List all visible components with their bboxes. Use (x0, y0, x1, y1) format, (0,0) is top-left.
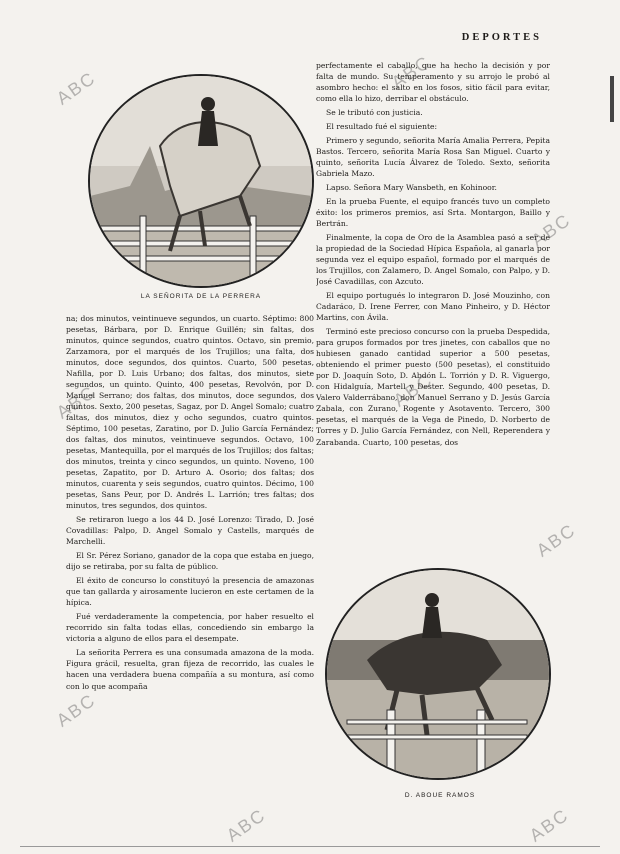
photo2-caption: D. ABOUE RAMOS (404, 792, 476, 799)
right-text-column (316, 60, 550, 558)
watermark: ABC (527, 209, 575, 251)
watermark: ABC (387, 51, 435, 93)
left-paragraph: Fué verdaderamente la competencia, por haber resuelto el recorrido sin falta todas ellas, concediendo sin embargo la victoria a alguno de ellos para el desempate. (66, 612, 314, 644)
watermark: ABC (389, 369, 437, 411)
photo-horse-obstacle (325, 568, 551, 780)
right-paragraph: El resultado fué el siguiente: (326, 122, 438, 132)
watermark: ABC (525, 804, 573, 846)
watermark: ABC (52, 381, 100, 423)
photo-rider-jump (88, 74, 314, 288)
right-paragraph: El equipo portugués lo integraron D. José Mouzinho, con Cadaráco, D. Irene Ferrer, con Mano Pinheiro, y D. Héctor Martins, con Ávila. (316, 291, 550, 323)
right-paragraph: Terminó este precioso concurso con la prueba Despedida, para grupos formados por tres jinetes, con caballos que no hubiesen ganado cantidad superior a 500 pesetas, obteniendo el primer puesto (500 pesetas), el constituido por D. Joaquín Soto, D. Abdón L. Torrión y D. R. Viguergo, con Hidalguía, Martell y Dester. Segundo, 400 pesetas, D. Valero Valderrábano, don Manuel Serrano y D. Jesús García Zabala, con Zurano, Rogente y Asotavento. Tercero, 300 pesetas, el marqués de la Vega de Pinedo, D. Norberto de Torres y D. Julio García Fernández, con Nell, Reperendera y Zarabanda. Cuarto, 100 pesetas, dos (316, 327, 550, 447)
bottom-rule (20, 846, 600, 847)
watermark: ABC (52, 67, 100, 109)
left-paragraph: Se retiraron luego a los 44 D. José Lorenzo: Tirado, D. José Covadillas: Palpo, D. Angel Somalo y Castells, marqués de Marchelli. (66, 515, 314, 547)
left-paragraph: El Sr. Pérez Soriano, ganador de la copa que estaba en juego, dijo se retiraba, por su falta de público. (66, 551, 314, 572)
right-paragraph: perfectamente el caballo, que ha hecho la decisión y por falta de mundo. Su temperamento y su arrojo le probó al asombro hecho: el salto en los fosos, sitio fácil para evitar, como ella lo hizo, derribar el obstáculo. (316, 61, 550, 104)
watermark: ABC (532, 519, 580, 561)
watermark: ABC (222, 804, 270, 846)
right-paragraph: Lapso. Señora Mary Wansbeth, en Kohinoor. (326, 183, 497, 193)
right-paragraph: Primero y segundo, señorita María Amalia Perrera, Pepita Bastos. Tercero, señorita María Rosa San Miguel. Cuarto y quinto, señorita Lucía Álvarez de Toledo. Sexto, señorita Gabriela Mazo. (316, 136, 550, 179)
left-paragraph: La señorita Perrera es una consumada amazona de la moda. Figura grácil, resuelta, gran fijeza de recorrido, las cuales le hacen una verdadera buena compañía a su montura, así como con lo que acompaña (66, 648, 314, 691)
left-paragraph: na; dos minutos, veintinueve segundos, un cuarto. Séptimo: 800 pesetas, Bárbara, por D. Enrique Guillén; sin faltas, dos minutos, quince segundos, cuatro quintos. Octavo, sin premio, Zarzamora, por el marqués de los Trujillos; una falta, dos minutos, doce segundos, dos quintos. Cuarto, 500 pesetas, Nafilla, por D. Luis Urbano; dos faltas, dos minutos, siete segundos, un quinto. Quinto, 400 pesetas, Revolvón, por D. Manuel Serrano; dos faltas, dos minutos, doce segundos, dos quintos. Sexto, 200 pesetas, Sagaz, por D. Angel Somalo; cuatro faltas, dos minutos, diez y ocho segundos, cuatro quintos. Séptimo, 100 pesetas, Zaratino, por D. Julio García Fernández; dos faltas, dos minutos, veintinueve segundos. Octavo, 100 pesetas, Mantequilla, por el marqués de los Trujillos; dos faltas; dos minutos, treinta y cinco segundos, un quinto. Noveno, 100 pesetas, Zapatito, por D. Arturo A. Osorio; dos faltas; dos minutos, cuarenta y seis segundos, cuatro quintos. Décimo, 100 pesetas, Sans Peur, por D. Andrés L. Larrión; tres faltas; dos minutos, tres segundos, dos quintos. (66, 314, 314, 511)
photo1-caption: LA SEÑORITA DE LA PERRERA (140, 293, 262, 300)
margin-mark (610, 76, 614, 122)
right-paragraph: En la prueba Fuente, el equipo francés tuvo un completo éxito: los primeros premios, así Srta. Montargon, Baillo y Bertrán. (316, 197, 550, 229)
right-paragraph: Finalmente, la copa de Oro de la Asamblea pasó a ser de la propiedad de la Sociedad Hípica Española, al ganarla por segunda vez el equipo español, formado por el marqués de los Trujillos, con Zalamero, D. Angel Somalo, con Palpo, y D. José Cavadillas, con Azcuto. (316, 233, 550, 287)
left-paragraph: El éxito de concurso lo constituyó la presencia de amazonas que tan gallarda y airosamente lucieron en este certamen de la hípica. (66, 576, 314, 608)
watermark: ABC (52, 689, 100, 731)
section-header: DEPORTES (461, 32, 542, 43)
right-paragraph: Se le tributó con justicia. (326, 108, 423, 118)
left-text-column (66, 313, 314, 840)
